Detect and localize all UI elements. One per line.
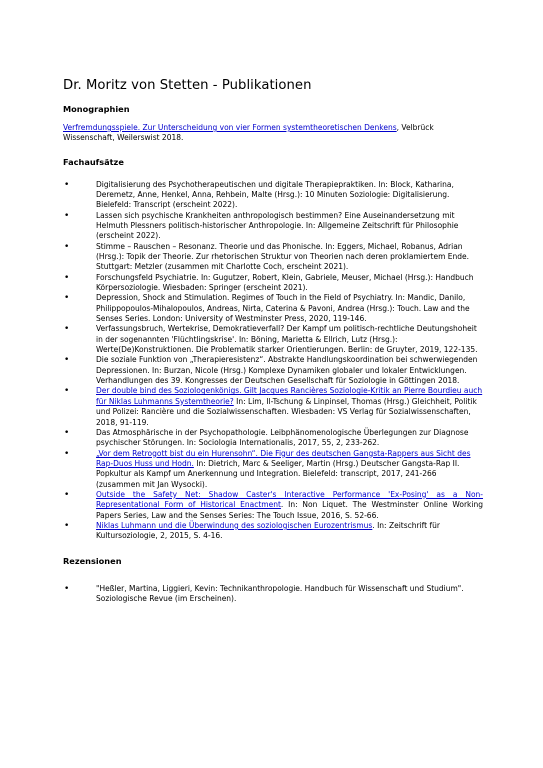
- rezensionen-list: [63, 584, 483, 605]
- publication-citation: Das Atmosphärische in der Psychopathologie. Leibphänomenologische Überlegungen zur Diagnose psychischer Störungen. In: Sociologia Internationalis, 2017, 55, 2, 233-262.: [96, 427, 469, 448]
- publication-link[interactable]: Niklas Luhmann und die Überwindung des soziologischen Eurozentrismus: [96, 520, 373, 530]
- publication-citation: . In: Non Liquet. The Westminster Online Working Papers Series, Law and the Senses Series: The Touch Issue, 2016, S. 52-66.: [96, 500, 483, 520]
- publication-citation: Verfassungsbruch, Wertekrise, Demokratieverfall? Der Kampf um politisch-rechtliche Deutungshoheit in der sogenannten 'Flüchtlingskrise'. In: Böning, Marietta & Ellrich, Lutz (Hrsg.): Werte(De)Konstruktionen. Die Problematik starker Orientierungen. Berlin: de Gruyter, 2019, 122-135.: [96, 324, 478, 355]
- publication-citation: Depression, Shock and Stimulation. Regimes of Touch in the Field of Psychiatry. In: Mandic, Danilo, Philippopoulos-Mihalopoulos, Andreas, Nirta, Caterina & Pavoni, Andrea (Hrsg.): Touch. Law and the Senses Series. London: University of Westminster Press, 2020, 119-146.: [96, 293, 470, 324]
- list-item: [63, 180, 483, 211]
- publication-citation: Forschungsfeld Psychiatrie. In: Gugutzer, Robert, Klein, Gabriele, Meuser, Michael (Hrsg.): Handbuch Körpersoziologie. Wiesbaden: Springer (erscheint 2021).: [96, 272, 474, 293]
- list-item: [63, 242, 483, 273]
- publication-link[interactable]: „Vor dem Retrogott bist du ein Hurensohn“. Die Figur des deutschen Gangsta-Rappers aus Sicht des Rap-Duos Huss und Hodn.: [96, 448, 471, 468]
- publication-citation: "Heßler, Martina, Liggieri, Kevin: Technikanthropologie. Handbuch für Wissenschaft und Studium". Soziologische Revue (im Erscheinen).: [96, 583, 464, 603]
- monograph-link[interactable]: Verfremdungsspiele. Zur Unterscheidung von vier Formen systemtheoretischen Denkens: [63, 123, 397, 132]
- publication-citation: Lassen sich psychische Krankheiten anthropologisch bestimmen? Eine Auseinandersetzung mit Helmuth Plessners politisch-historischer Anthropologie. In: Allgemeine Zeitschrift für Philosophie (erscheint 2022).: [96, 210, 459, 241]
- list-item: [63, 386, 483, 427]
- list-item: [63, 355, 483, 386]
- list-item: [63, 293, 483, 324]
- list-item: [63, 584, 483, 605]
- list-item: [63, 324, 483, 355]
- monograph-publisher: , Velbrück Wissenschaft, Weilerswist 2018.: [63, 123, 434, 143]
- list-item: [63, 211, 483, 242]
- list-item: [63, 428, 483, 449]
- list-item: [63, 273, 483, 294]
- publication-citation: Digitalisierung des Psychotherapeutischen und digitale Therapiepraktiken. In: Block, Katharina, Deremetz, Anne, Henkel, Anna, Rehbein, Malte (Hrsg.): 10 Minuten Soziologie: Digitalisierung. Bielefeld: Transcript (erscheint 2022).: [96, 179, 454, 210]
- publication-citation: . In: Zeitschrift für Kultursoziologie, 2, 2015, S. 4-16.: [96, 520, 440, 541]
- section-heading-fachaufsaetze: Fachaufsätze: [63, 156, 124, 167]
- publication-citation: Stimme – Rauschen – Resonanz. Theorie und das Phonische. In: Eggers, Michael, Robanus, Adrian (Hrsg.): Topik der Theorie. Zur rhetorischen Struktur von Theorien nach deren proklamiertem Ende. Stuttgart: Metzler (zusammen mit Charlotte Coch, erscheint 2021).: [96, 241, 470, 272]
- monograph-entry: [63, 123, 483, 144]
- fachaufsaetze-list: [63, 180, 483, 542]
- list-item: [63, 449, 483, 490]
- publication-citation: In: Lim, Il-Tschung & Linpinsel, Thomas (Hrsg.) Gleichheit, Politik und Polizei: Rancière und die Sozialwissenschaften. Wiesbaden: VS Verlag für Sozialwissenschaften, 2018, 91-119.: [96, 396, 477, 427]
- section-heading-monographien: Monographien: [63, 104, 130, 114]
- document-page: [63, 78, 483, 604]
- page-title: Dr. Moritz von Stetten - Publikationen: [63, 78, 312, 93]
- publication-link[interactable]: Outside the Safety Net: Shadow Caster's Interactive Performance 'Ex-Posing' as a Non-Representational Form of Historical Enactment: [96, 489, 483, 510]
- list-item: [63, 521, 483, 542]
- publication-citation: In: Dietrich, Marc & Seeliger, Martin (Hrsg.) Deutscher Gangsta-Rap II. Popkultur als Kampf um Anerkennung und Integration. Bielefeld: transcript, 2017, 241-266 (zusammen mit Jan Wysocki).: [96, 458, 460, 489]
- publication-citation: Die soziale Funktion von „Therapieresistenz“. Abstrakte Handlungskoordination bei schwerwiegenden Depressionen. In: Burzan, Nicole (Hrsg.) Komplexe Dynamiken globaler und lokaler Entwicklungen. Verhandlungen des 39. Kongresses der Deutschen Gesellschaft für Soziologie in Göttingen 2018.: [96, 355, 478, 386]
- list-item: [63, 490, 483, 521]
- publication-link[interactable]: Der double bind des Soziologenkönigs. Gilt Jacques Rancières Soziologie-Kritik an Pierre Bourdieu auch für Niklas Luhmanns Systemtheorie?: [96, 386, 483, 406]
- section-heading-rezensionen: Rezensionen: [63, 555, 122, 566]
